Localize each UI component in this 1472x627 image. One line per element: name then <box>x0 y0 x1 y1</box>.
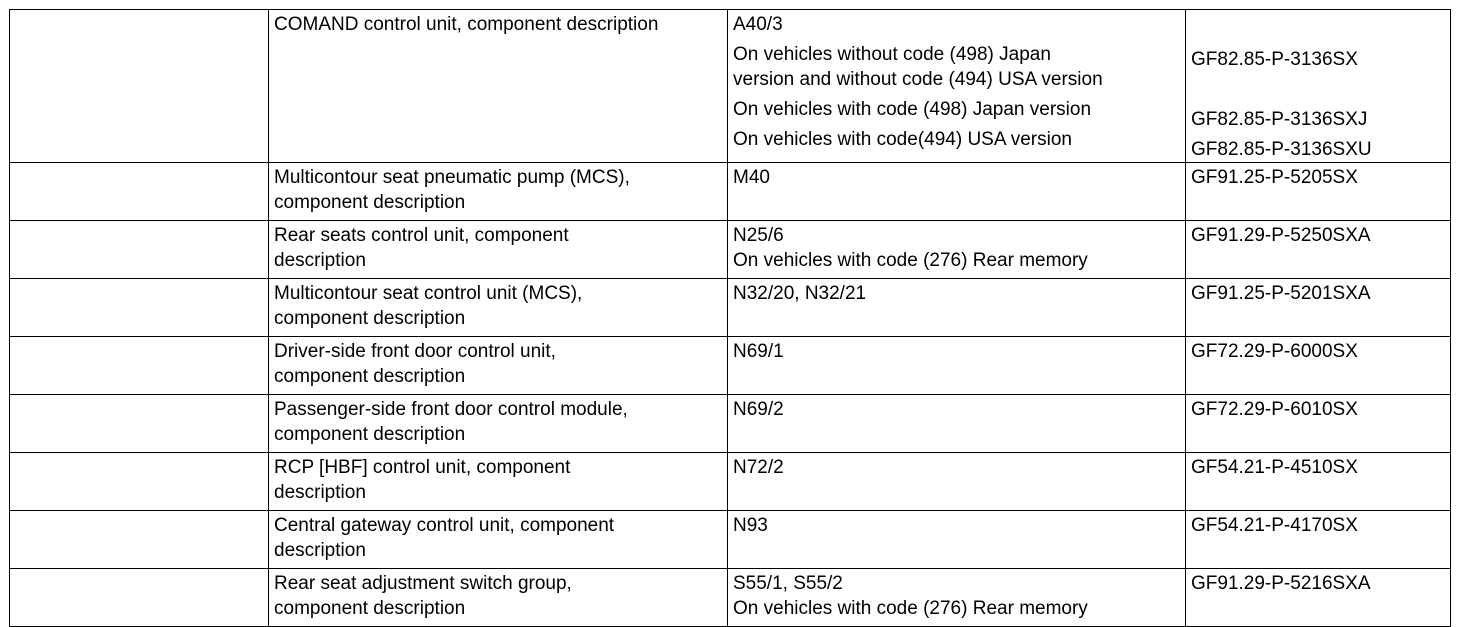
component-code: N32/20, N32/21 <box>733 283 867 304</box>
document-reference-cell <box>1186 163 1451 221</box>
document-reference-cell <box>1186 453 1451 511</box>
description-line: COMAND control unit, component description <box>274 14 659 35</box>
component-description-cell <box>269 569 728 627</box>
component-description-cell <box>269 10 728 163</box>
component-description-cell <box>269 163 728 221</box>
component-designation-cell <box>728 395 1186 453</box>
document-reference-link[interactable]: GF91.25-P-5201SXA <box>1191 283 1371 304</box>
document-reference-cell <box>1186 511 1451 569</box>
description-line: Rear seats control unit, component <box>274 225 569 246</box>
table-row <box>10 279 1451 337</box>
empty-cell <box>10 10 269 163</box>
document-reference-link[interactable]: GF54.21-P-4510SX <box>1191 457 1358 478</box>
component-designation-cell <box>728 221 1186 279</box>
document-reference-link[interactable]: GF91.25-P-5205SX <box>1191 167 1358 188</box>
table-row <box>10 511 1451 569</box>
description-line: description <box>274 540 366 561</box>
variant-text: On vehicles with code(494) USA version <box>733 129 1072 150</box>
variant-note: On vehicles with code (276) Rear memory <box>733 250 1088 271</box>
document-reference-link[interactable]: GF91.29-P-5216SXA <box>1191 573 1371 594</box>
document-reference-cell <box>1186 337 1451 395</box>
document-reference-link[interactable]: GF72.29-P-6010SX <box>1191 399 1358 420</box>
component-code: N93 <box>733 515 768 536</box>
empty-cell <box>10 221 269 279</box>
variant-note: On vehicles with code (276) Rear memory <box>733 598 1088 619</box>
component-description-cell <box>269 453 728 511</box>
component-designation-cell <box>728 10 1186 163</box>
document-reference-link[interactable]: GF54.21-P-4170SX <box>1191 515 1358 536</box>
component-code: N69/2 <box>733 399 784 420</box>
document-reference-cell <box>1186 10 1451 163</box>
component-code: N69/1 <box>733 341 784 362</box>
description-line: Central gateway control unit, component <box>274 515 615 536</box>
table-row <box>10 10 1451 163</box>
document-reference-link[interactable]: GF91.29-P-5250SXA <box>1191 225 1371 246</box>
component-code: A40/3 <box>733 14 783 35</box>
document-reference-link[interactable]: GF82.85-P-3136SX <box>1191 49 1358 70</box>
component-code: N72/2 <box>733 457 784 478</box>
component-designation-cell <box>728 569 1186 627</box>
document-reference-cell <box>1186 279 1451 337</box>
component-description-cell <box>269 221 728 279</box>
document-reference-cell <box>1186 569 1451 627</box>
table-row <box>10 395 1451 453</box>
document-reference-link[interactable]: GF82.85-P-3136SXJ <box>1191 109 1368 130</box>
component-designation-cell <box>728 279 1186 337</box>
document-reference-cell <box>1186 395 1451 453</box>
variant-text: On vehicles with code (498) Japan version <box>733 99 1092 120</box>
table-row <box>10 337 1451 395</box>
description-line: component description <box>274 598 466 619</box>
component-code: S55/1, S55/2 <box>733 573 843 594</box>
description-line: Passenger-side front door control module, <box>274 399 628 420</box>
table-row <box>10 453 1451 511</box>
component-designation-cell <box>728 511 1186 569</box>
description-line: component description <box>274 308 466 329</box>
component-description-cell <box>269 511 728 569</box>
component-designation-cell <box>728 337 1186 395</box>
description-line: component description <box>274 366 466 387</box>
empty-cell <box>10 511 269 569</box>
component-description-cell <box>269 395 728 453</box>
document-reference-link[interactable]: GF82.85-P-3136SXU <box>1191 139 1372 160</box>
document-reference-link[interactable]: GF72.29-P-6000SX <box>1191 341 1358 362</box>
component-designation-cell <box>728 163 1186 221</box>
description-line: component description <box>274 424 466 445</box>
document-reference-cell <box>1186 221 1451 279</box>
description-line: description <box>274 482 366 503</box>
empty-cell <box>10 163 269 221</box>
empty-cell <box>10 279 269 337</box>
empty-cell <box>10 395 269 453</box>
empty-cell <box>10 337 269 395</box>
component-reference-table <box>9 9 1451 627</box>
description-line: Multicontour seat pneumatic pump (MCS), <box>274 167 630 188</box>
component-code: N25/6 <box>733 225 784 246</box>
component-description-cell <box>269 279 728 337</box>
description-line: Rear seat adjustment switch group, <box>274 573 572 594</box>
description-line: component description <box>274 192 466 213</box>
description-line: RCP [HBF] control unit, component <box>274 457 571 478</box>
description-line: Multicontour seat control unit (MCS), <box>274 283 583 304</box>
table-row <box>10 221 1451 279</box>
table-row <box>10 569 1451 627</box>
empty-cell <box>10 453 269 511</box>
component-description-cell <box>269 337 728 395</box>
variant-text: On vehicles without code (498) Japan <box>733 44 1051 65</box>
description-line: description <box>274 250 366 271</box>
variant-text: version and without code (494) USA version <box>733 69 1103 90</box>
component-code: M40 <box>733 167 770 188</box>
component-designation-cell <box>728 453 1186 511</box>
empty-cell <box>10 569 269 627</box>
table-row <box>10 163 1451 221</box>
description-line: Driver-side front door control unit, <box>274 341 556 362</box>
